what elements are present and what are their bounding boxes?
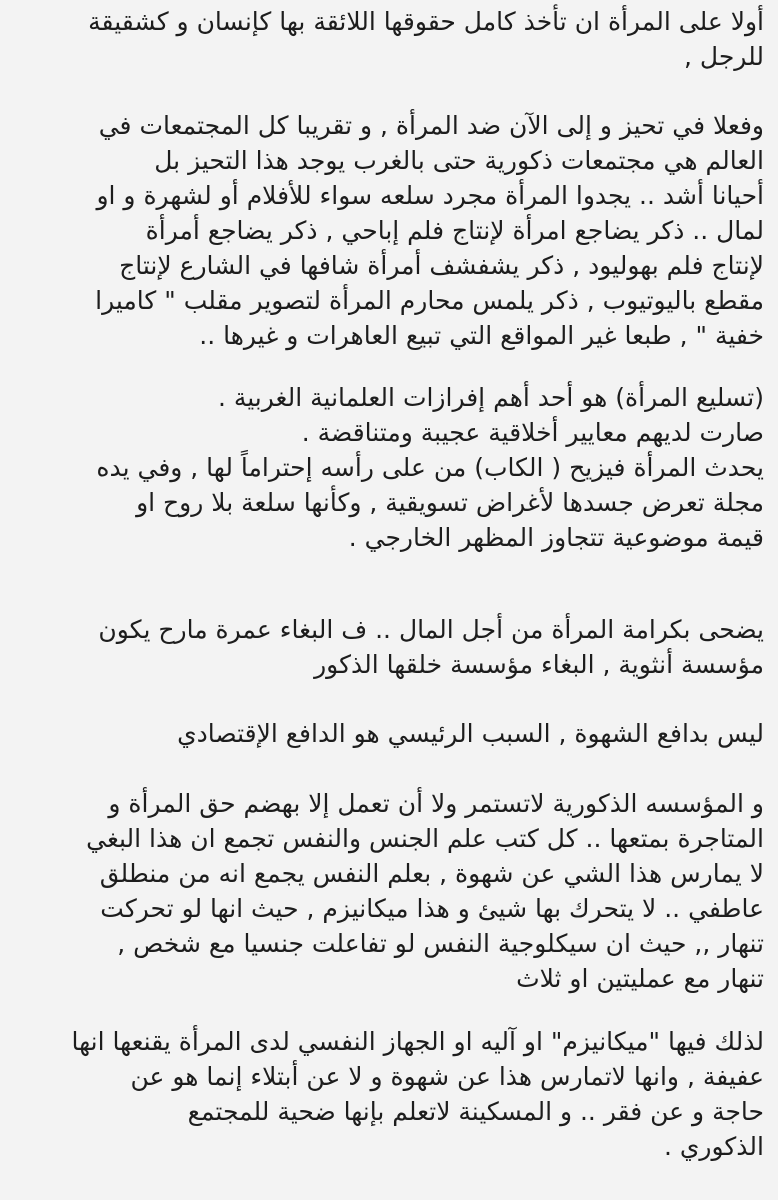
paragraph-1 xyxy=(12,4,764,74)
paragraph-5 xyxy=(12,716,764,751)
text-line: مقطع باليوتيوب , ذكر يلمس محارم المرأة لتصوير مقلب " كاميرا xyxy=(95,286,764,315)
text-line: لذلك فيها "ميكانيزم" او آليه او الجهاز النفسي لدى المرأة يقنعها انها xyxy=(71,1027,764,1056)
text-line: قيمة موضوعية تتجاوز المظهر الخارجي . xyxy=(348,523,764,552)
paragraph-3 xyxy=(12,380,764,555)
text-line: تنهار مع عمليتين او ثلاث xyxy=(516,964,764,993)
text-line: تنهار ,, حيث ان سيكلوجية النفس لو تفاعلت جنسيا مع شخص , xyxy=(117,929,764,958)
text-line: أحيانا أشد .. يجدوا المرأة مجرد سلعه سواء للأفلام أو لشهرة و او xyxy=(96,181,764,210)
text-line: لمال .. ذكر يضاجع امرأة لإنتاج فلم إباحي , ذكر يضاجع أمرأة xyxy=(145,216,764,245)
text-line: لإنتاج فلم بهوليود , ذكر يشفشف أمرأة شافها في الشارع لإنتاج xyxy=(119,251,764,280)
text-line: عفيفة , وانها لاتمارس هذا عن شهوة و لا عن أبتلاء إنما هو عن xyxy=(130,1062,764,1091)
text-line: العالم هي مجتمعات ذكورية حتى بالغرب يوجد هذا التحيز بل xyxy=(154,146,764,175)
text-line: ليس بدافع الشهوة , السبب الرئيسي هو الدافع الإقتصادي xyxy=(177,719,764,748)
text-line: حاجة و عن فقر .. و المسكينة لاتعلم بإنها ضحية للمجتمع xyxy=(187,1097,764,1126)
paragraph-2 xyxy=(12,108,764,353)
text-line: و المؤسسه الذكورية لاتستمر ولا أن تعمل إلا بهضم حق المرأة و xyxy=(108,789,764,818)
text-line: أولا على المرأة ان تأخذ كامل حقوقها اللائقة بها كإنسان و كشقيقة xyxy=(88,7,764,36)
paragraph-4 xyxy=(12,612,764,682)
text-line: مجلة تعرض جسدها لأغراض تسويقية , وكأنها سلعة بلا روح او xyxy=(136,488,764,517)
text-line: الذكوري . xyxy=(663,1132,764,1161)
text-line: للرجل , xyxy=(684,42,764,71)
text-line: عاطفي .. لا يتحرك بها شيئ و هذا ميكانيزم , حيث انها لو تحركت xyxy=(100,894,764,923)
paragraph-6 xyxy=(12,786,764,996)
text-line: يضحى بكرامة المرأة من أجل المال .. ف البغاء عمرة مارح يكون xyxy=(98,615,764,644)
text-line: خفية " , طبعا غير المواقع التي تبيع العاهرات و غيرها .. xyxy=(199,321,764,350)
paragraph-7 xyxy=(12,1024,764,1164)
text-line: مؤسسة أنثوية , البغاء مؤسسة خلقها الذكور xyxy=(314,650,764,679)
text-line: وفعلا في تحيز و إلى الآن ضد المرأة , و تقريبا كل المجتمعات في xyxy=(98,111,764,140)
text-line: صارت لديهم معايير أخلاقية عجيبة ومتناقضة . xyxy=(301,418,764,447)
text-line: المتاجرة بمتعها .. كل كتب علم الجنس والنفس تجمع ان هذا البغي xyxy=(86,824,764,853)
text-line: (تسليع المرأة) هو أحد أهم إفرازات العلمانية الغربية . xyxy=(217,383,764,412)
text-line: يحدث المرأة فيزيح ( الكاب) من على رأسه إحتراماً لها , وفي يده xyxy=(96,453,764,482)
text-line: لا يمارس هذا الشي عن شهوة , بعلم النفس يجمع انه من منطلق xyxy=(99,859,764,888)
